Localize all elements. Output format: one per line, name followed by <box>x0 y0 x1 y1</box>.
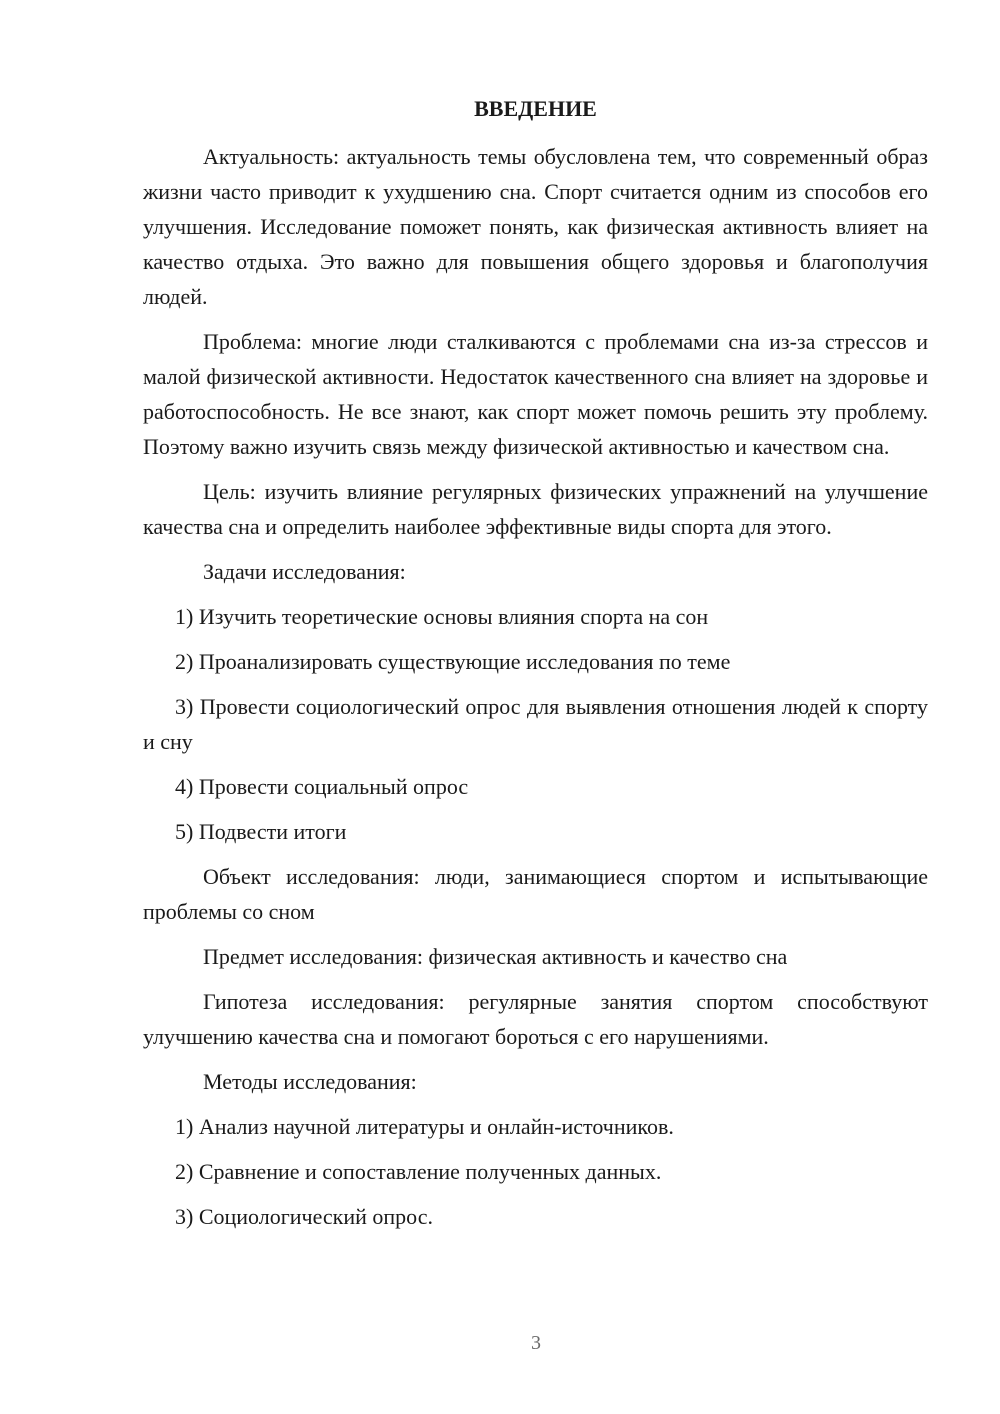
task-item: 3) Провести социологический опрос для выявления отношения людей к спорту и сну <box>143 694 928 754</box>
page-number: 3 <box>531 1332 541 1354</box>
method-item: 2) Сравнение и сопоставление полученных данных. <box>175 1159 662 1184</box>
tasks-heading: Задачи исследования: <box>203 559 406 584</box>
method-item: 3) Социологический опрос. <box>175 1204 433 1229</box>
task-item: 4) Провести социальный опрос <box>175 774 469 799</box>
task-item: 5) Подвести итоги <box>175 819 347 844</box>
subject-paragraph: Предмет исследования: физическая активность и качество сна <box>203 944 788 969</box>
method-item: 1) Анализ научной литературы и онлайн-источников. <box>175 1114 674 1139</box>
hypothesis-paragraph: Гипотеза исследования: регулярные занятия спортом способствуют улучшению качества сна и помогают бороться с его нарушениями. <box>143 989 928 1049</box>
task-item: 2) Проанализировать существующие исследования по теме <box>175 649 731 674</box>
document-page <box>143 95 928 1244</box>
relevance-paragraph: Актуальность: актуальность темы обусловлена тем, что современный образ жизни часто приводит к ухудшению сна. Спорт считается одним из способов его улучшения. Исследование поможет понять, как физическая активность влияет на качество отдыха. Это важно для повышения общего здоровья и благополучия людей. <box>143 144 928 309</box>
task-item: 1) Изучить теоретические основы влияния спорта на сон <box>175 604 709 629</box>
goal-paragraph: Цель: изучить влияние регулярных физических упражнений на улучшение качества сна и определить наиболее эффективные виды спорта для этого. <box>143 479 928 539</box>
methods-heading: Методы исследования: <box>203 1069 417 1094</box>
page-title: ВВЕДЕНИЕ <box>474 96 597 121</box>
object-paragraph: Объект исследования: люди, занимающиеся спортом и испытывающие проблемы со сном <box>143 864 928 924</box>
problem-paragraph: Проблема: многие люди сталкиваются с проблемами сна из-за стрессов и малой физической активности. Недостаток качественного сна влияет на здоровье и работоспособность. Не все знают, как спорт может помочь решить эту проблему. Поэтому важно изучить связь между физической активностью и качеством сна. <box>143 329 928 459</box>
